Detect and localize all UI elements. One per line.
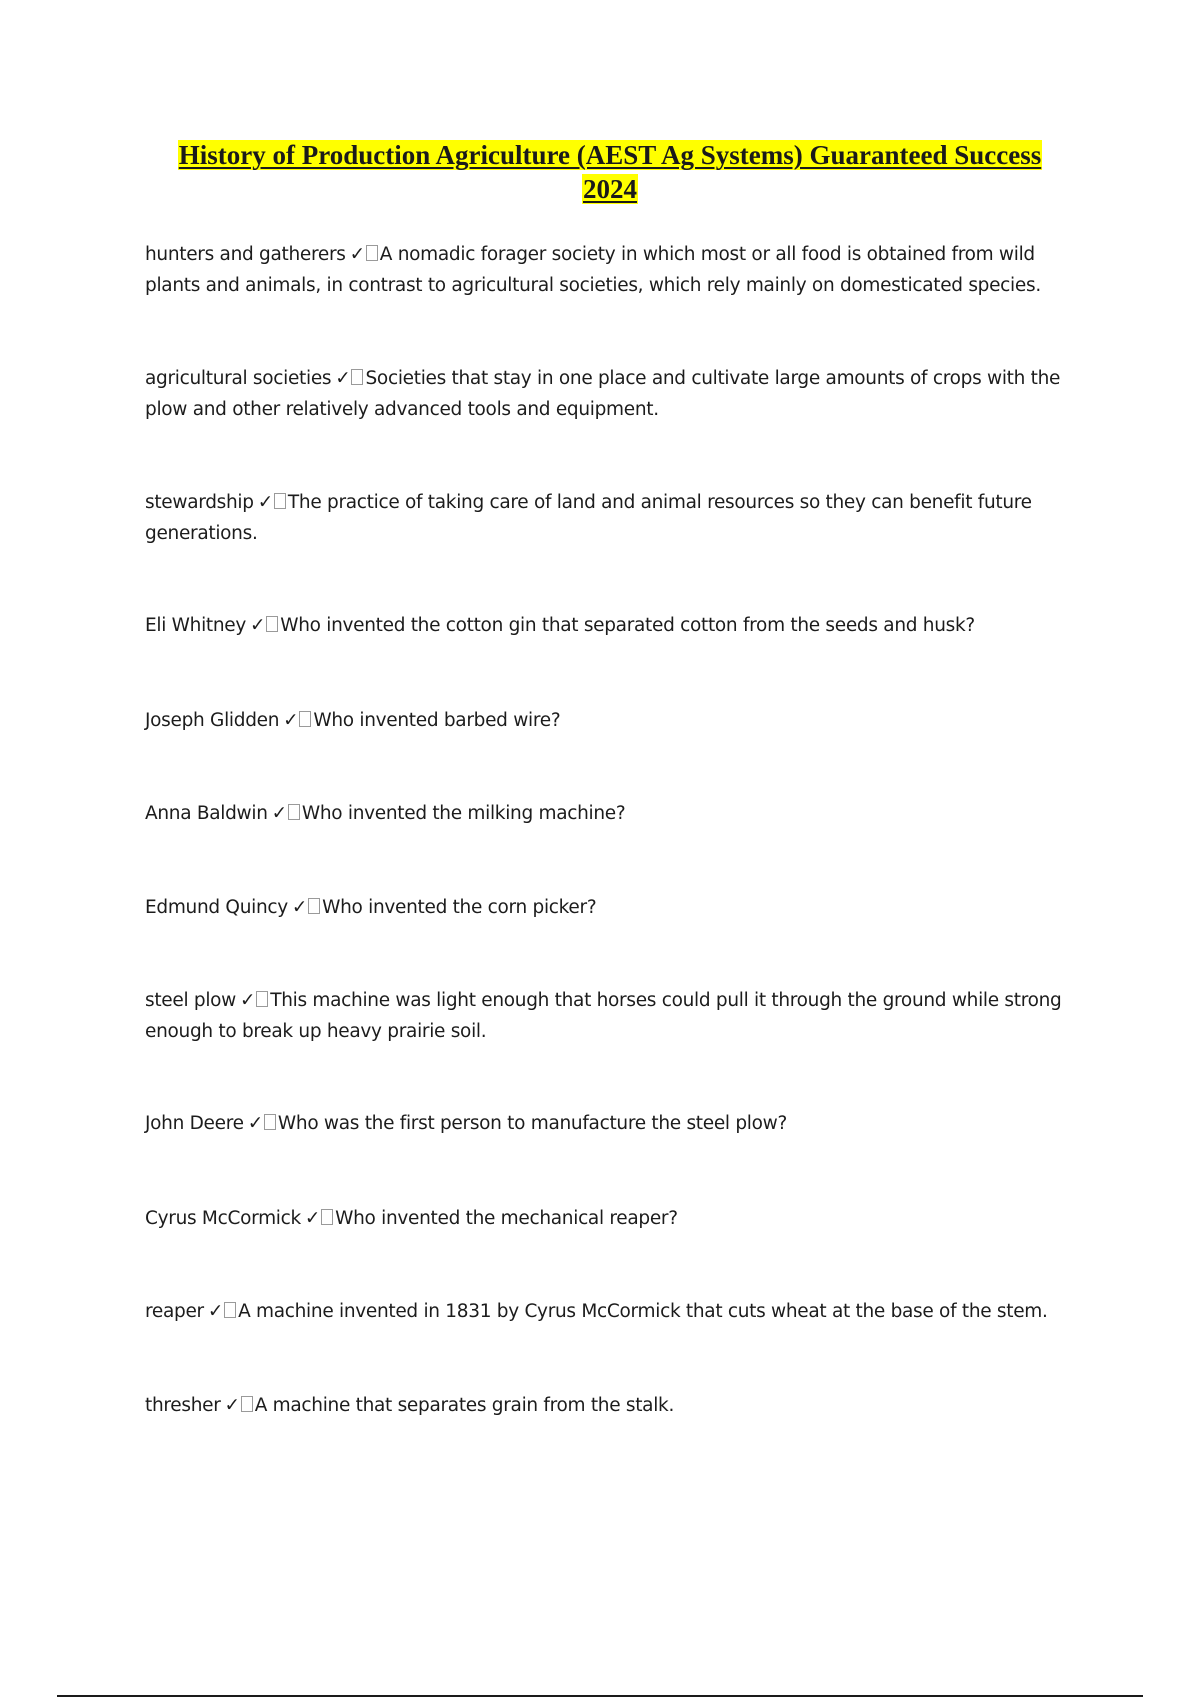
check-icon: ✓ [240,990,256,1011]
title-line-2: 2024 [583,174,637,204]
entry-definition: Who invented the corn picker? [322,897,597,918]
entry-term: Cyrus McCormick [145,1208,301,1229]
placeholder-box-icon [288,804,300,820]
placeholder-box-icon [266,616,278,632]
entry-definition: A machine invented in 1831 by Cyrus McCormick that cuts wheat at the base of the stem. [238,1301,1048,1322]
placeholder-box-icon [274,493,286,509]
check-icon: ✓ [335,368,351,389]
list-item [145,892,1075,923]
list-item [145,1296,1075,1327]
list-item [145,487,1075,549]
entry-term: stewardship [145,492,254,513]
entry-term: thresher [145,1395,221,1416]
list-item [145,363,1075,425]
entry-definition: Who invented barbed wire? [313,710,561,731]
entry-definition: A nomadic forager society in which most or all food is obtained from wild plants and animals, in contrast to agricultural societies, which rely mainly on domesticated species. [145,244,1041,296]
entry-definition: Who invented the milking machine? [301,803,626,824]
entry-term: agricultural societies [145,368,332,389]
footer-divider [57,1695,1143,1697]
placeholder-box-icon [308,898,320,914]
entry-definition: This machine was light enough that horses could pull it through the ground while strong enough to break up heavy prairie soil. [145,990,1062,1042]
check-icon: ✓ [247,1113,263,1134]
entry-definition: Who invented the mechanical reaper? [335,1208,678,1229]
list-item [145,1390,1075,1421]
entry-term: Anna Baldwin [145,803,268,824]
entry-term: Edmund Quincy [145,897,288,918]
entry-term: reaper [145,1301,204,1322]
entry-term: John Deere [145,1113,244,1134]
entry-term: hunters and gatherers [145,244,346,265]
list-item [145,1108,1075,1139]
entry-definition: Societies that stay in one place and cultivate large amounts of crops with the plow and other relatively advanced tools and equipment. [145,368,1061,420]
check-icon: ✓ [283,710,299,731]
check-icon: ✓ [349,244,365,265]
list-item [145,610,1075,641]
check-icon: ✓ [257,492,273,513]
check-icon: ✓ [207,1301,224,1322]
entry-definition: The practice of taking care of land and animal resources so they can benefit future generations. [145,492,1032,544]
entry-term: Joseph Glidden [145,710,280,731]
entry-definition: A machine that separates grain from the stalk. [254,1395,675,1416]
placeholder-box-icon [264,1114,276,1130]
entry-term: steel plow [145,990,237,1011]
placeholder-box-icon [366,245,378,261]
placeholder-box-icon [241,1396,253,1412]
check-icon: ✓ [291,897,308,918]
document-title [150,138,1070,206]
list-item [145,1203,1075,1234]
check-icon: ✓ [304,1208,321,1229]
list-item [145,239,1075,301]
list-item [145,798,1075,829]
placeholder-box-icon [299,711,311,727]
placeholder-box-icon [351,369,363,385]
placeholder-box-icon [224,1302,236,1318]
check-icon: ✓ [271,803,287,824]
entry-definition: Who invented the cotton gin that separated cotton from the seeds and husk? [280,615,975,636]
entry-definition: Who was the first person to manufacture the steel plow? [277,1113,787,1134]
title-line-1: History of Production Agriculture (AEST Ag Systems) Guaranteed Success [178,140,1042,170]
placeholder-box-icon [256,991,268,1007]
check-icon: ✓ [250,615,266,636]
entry-term: Eli Whitney [145,615,247,636]
list-item [145,705,1075,736]
check-icon: ✓ [224,1395,240,1416]
list-item [145,985,1075,1047]
placeholder-box-icon [321,1209,333,1225]
